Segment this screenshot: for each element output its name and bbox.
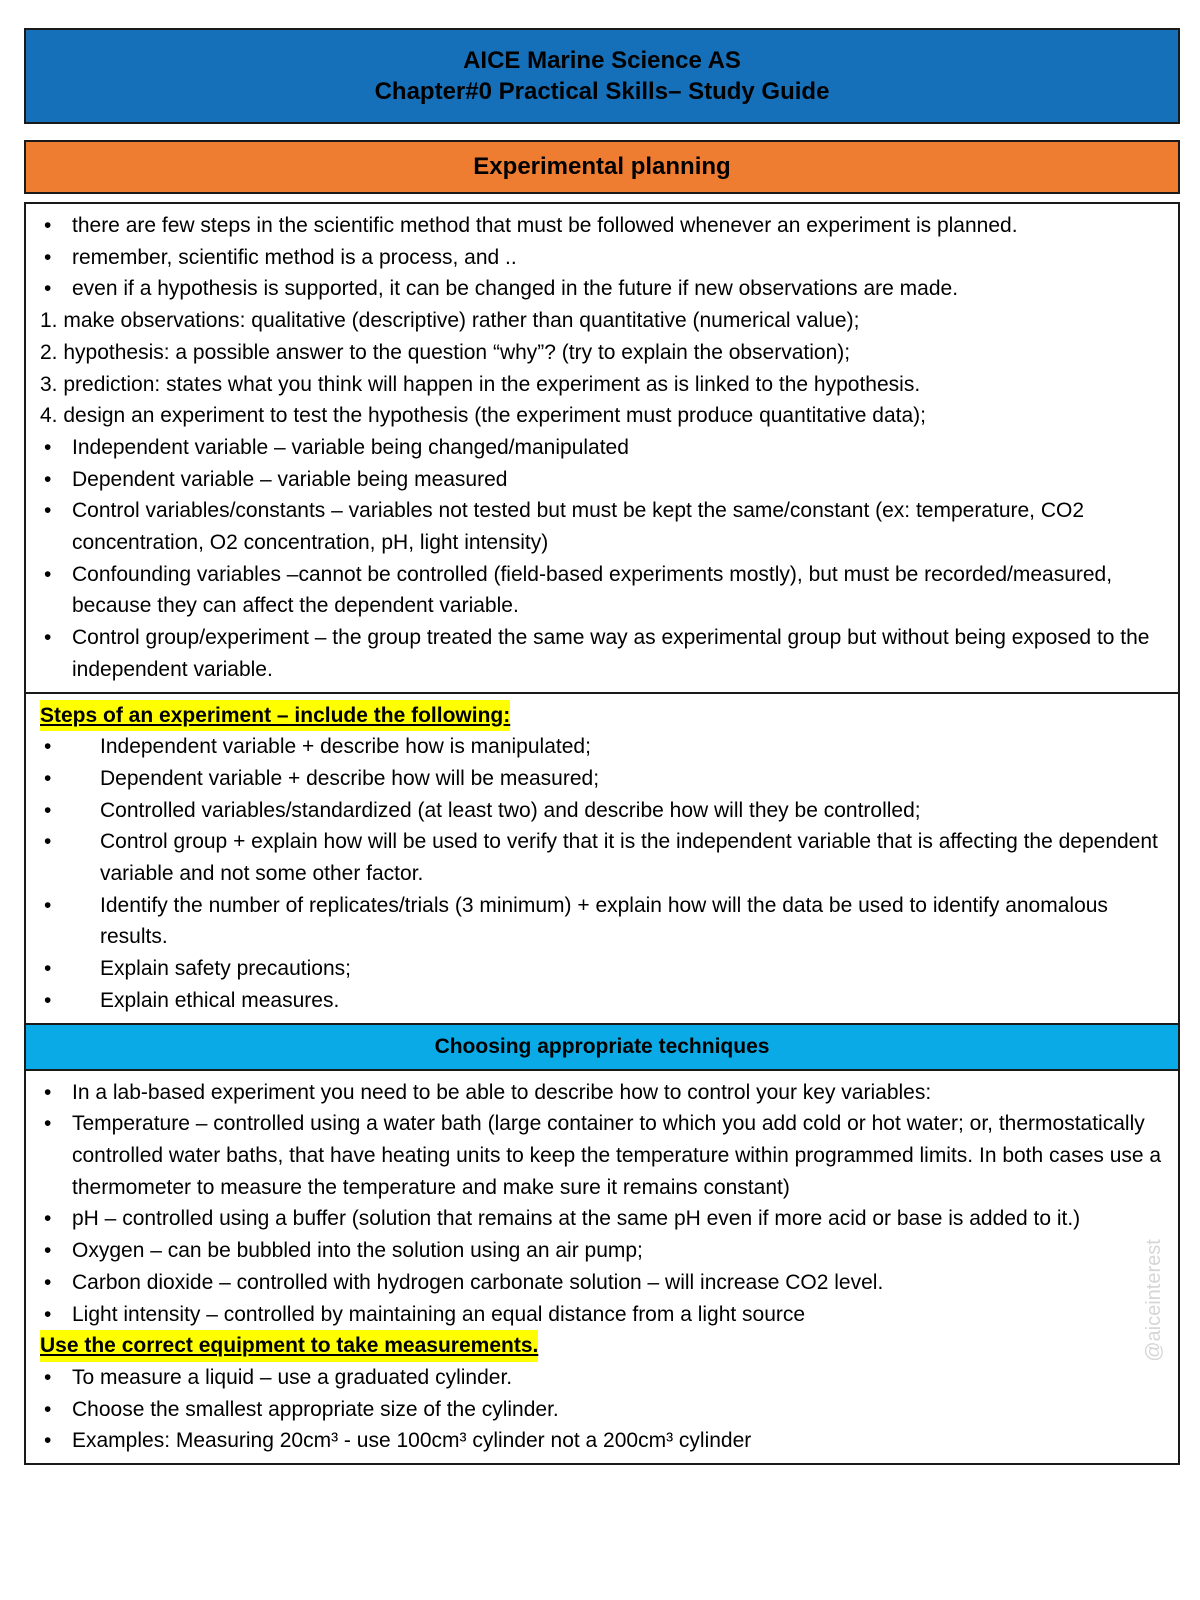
list-item: • Carbon dioxide – controlled with hydrogen carbonate solution – will increase CO2 level.: [40, 1267, 1164, 1299]
list-item: • Control variables/constants – variables not tested but must be kept the same/constant (ex: temperature, CO2 concentration, O2 concentration, pH, light intensity): [40, 495, 1164, 558]
watermark-text: @aiceinterest: [1142, 1238, 1165, 1362]
list-item: • Independent variable + describe how is manipulated;: [40, 731, 1164, 763]
list-item: • In a lab-based experiment you need to be able to describe how to control your key variables:: [40, 1077, 1164, 1109]
experimental-planning-heading: Experimental planning: [24, 140, 1180, 194]
list-item: • Identify the number of replicates/trials (3 minimum) + explain how will the data be used to identify anomalous results.: [40, 890, 1164, 953]
course-title: AICE Marine Science AS: [463, 47, 741, 74]
numbered-step: 4. design an experiment to test the hypothesis (the experiment must produce quantitative data);: [40, 404, 927, 428]
list-item: • Explain ethical measures.: [40, 985, 1164, 1017]
list-item: • Examples: Measuring 20cm³ - use 100cm³ cylinder not a 200cm³ cylinder: [40, 1425, 1164, 1457]
list-item: • Control group/experiment – the group treated the same way as experimental group but without being exposed to the independent variable.: [40, 622, 1164, 685]
content-box: [24, 202, 1180, 1465]
list-item: • Light intensity – controlled by maintaining an equal distance from a light source: [40, 1299, 1164, 1331]
steps-heading: Steps of an experiment – include the following:: [40, 700, 510, 732]
chapter-title: Chapter#0 Practical Skills– Study Guide: [374, 78, 830, 105]
list-item: • To measure a liquid – use a graduated cylinder.: [40, 1362, 1164, 1394]
list-item: • even if a hypothesis is supported, it can be changed in the future if new observations are made.: [40, 273, 1164, 305]
list-item: • remember, scientific method is a process, and ..: [40, 242, 1164, 274]
techniques-heading: Choosing appropriate techniques: [26, 1023, 1178, 1069]
planning-list: [40, 210, 1164, 686]
list-item: • Confounding variables –cannot be controlled (field-based experiments mostly), but must be recorded/measured, because they can affect the dependent variable.: [40, 559, 1164, 622]
title-banner: [24, 28, 1180, 124]
study-guide-page: [24, 28, 1180, 1465]
numbered-step: 3. prediction: states what you think will happen in the experiment as is linked to the hypothesis.: [40, 372, 921, 396]
list-item: • Explain safety precautions;: [40, 953, 1164, 985]
list-item: • Controlled variables/standardized (at least two) and describe how will they be controlled;: [40, 795, 1164, 827]
list-item: • Dependent variable – variable being measured: [40, 464, 1164, 496]
list-item: • Control group + explain how will be used to verify that it is the independent variable that is affecting the dependent variable and not some other factor.: [40, 826, 1164, 889]
list-item: • pH – controlled using a buffer (solution that remains at the same pH even if more acid or base is added to it.): [40, 1203, 1164, 1235]
list-item: • Dependent variable + describe how will be measured;: [40, 763, 1164, 795]
numbered-step: 1. make observations: qualitative (descriptive) rather than quantitative (numerical value);: [40, 309, 860, 333]
watermark: [1132, 1230, 1176, 1370]
experimental-planning-section: [26, 204, 1178, 692]
equipment-list: [40, 1362, 1164, 1457]
steps-list: [40, 731, 1164, 1016]
list-item: • Choose the smallest appropriate size of the cylinder.: [40, 1394, 1164, 1426]
list-item: • Oxygen – can be bubbled into the solution using an air pump;: [40, 1235, 1164, 1267]
list-item: • there are few steps in the scientific method that must be followed whenever an experiment is planned.: [40, 210, 1164, 242]
techniques-section: [26, 1069, 1178, 1463]
techniques-list: [40, 1077, 1164, 1331]
list-item: • Independent variable – variable being changed/manipulated: [40, 432, 1164, 464]
list-item: • Temperature – controlled using a water bath (large container to which you add cold or hot water; or, thermostatically controlled water baths, that have heating units to keep the temperature within programmed limits. In both cases use a thermometer to measure the temperature and make sure it remains constant): [40, 1108, 1164, 1203]
equipment-heading: Use the correct equipment to take measurements.: [40, 1330, 538, 1362]
numbered-step: 2. hypothesis: a possible answer to the question “why”? (try to explain the observation);: [40, 340, 851, 364]
steps-of-experiment-section: [26, 692, 1178, 1023]
